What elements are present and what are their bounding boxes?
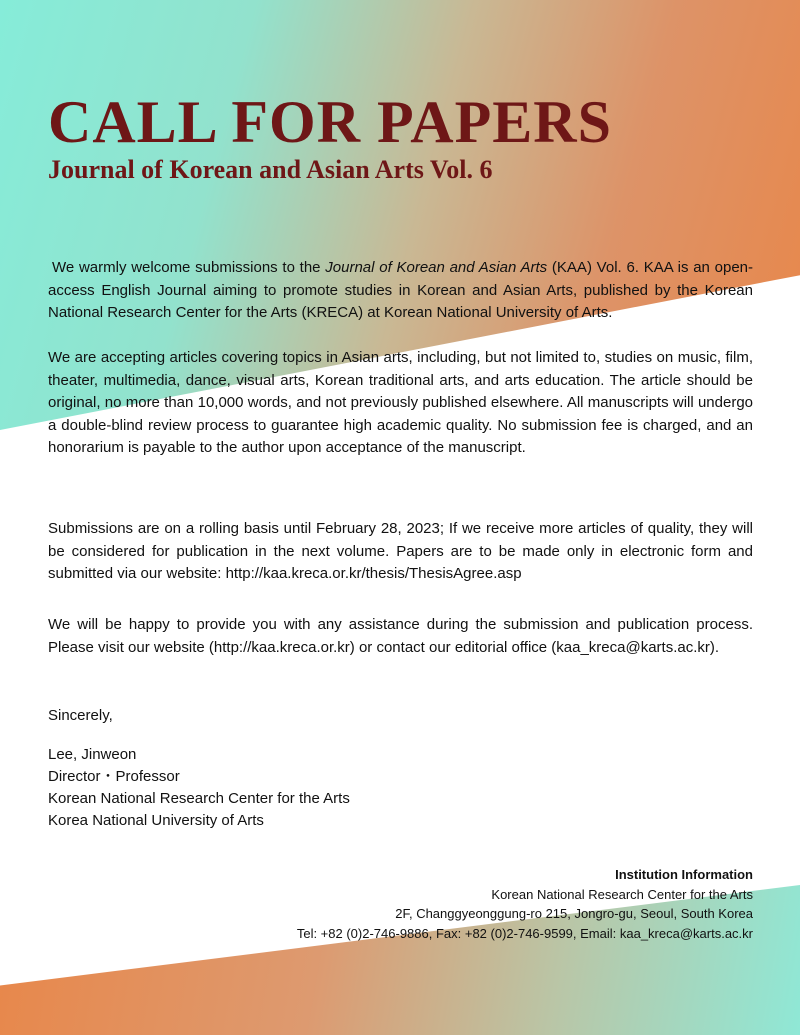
journal-name: Journal of Korean and Asian Arts (325, 259, 548, 276)
signer-university: Korea National University of Arts (48, 812, 264, 829)
contact-paragraph: We will be happy to provide you with any assistance during the submission and publication process. Please visit our website (http://kaa.kreca.or.kr) or contact our editorial office (kaa_kreca@karts.ac.kr). (48, 616, 753, 656)
signature-block (48, 744, 350, 832)
page-subtitle: Journal of Korean and Asian Arts Vol. 6 (48, 155, 493, 184)
signoff: Sincerely, (48, 707, 113, 724)
submission-paragraph: Submissions are on a rolling basis until February 28, 2023; If we receive more articles of quality, they will be considered for publication in the next volume. Papers are to be made only in electronic form and submitted via our website: http://kaa.kreca.or.kr/thesis/ThesisAgree.asp (48, 520, 753, 582)
intro-text-end: (KAA) Vol. 6. KAA is an open-access English Journal aiming to promote studies in Korean and Asian Arts, published by the Korean National Research Center for the Arts (KRECA) at Korean National University of Arts. (48, 259, 753, 321)
page-title: CALL FOR PAPERS (48, 89, 612, 155)
institution-heading: Institution Information (615, 867, 753, 882)
institution-info (297, 865, 753, 943)
intro-paragraph (48, 257, 753, 325)
intro-text-start: We warmly welcome submissions to the (52, 259, 326, 276)
signer-name: Lee, Jinweon (48, 746, 137, 763)
signer-role: Director・Professor (48, 768, 180, 785)
institution-address: 2F, Changgyeonggung-ro 215, Jongro-gu, Seoul, South Korea (395, 906, 753, 921)
institution-contact: Tel: +82 (0)2-746-9886, Fax: +82 (0)2-746-9599, Email: kaa_kreca@karts.ac.kr (296, 925, 753, 941)
signer-organization: Korean National Research Center for the Arts (48, 790, 350, 807)
institution-name: Korean National Research Center for the Arts (491, 886, 753, 902)
scope-paragraph: We are accepting articles covering topics in Asian arts, including, but not limited to, studies on music, film, theater, multimedia, dance, visual arts, Korean traditional arts, and arts education. The article should be original, no more than 10,000 words, and not previously published elsewhere. All manuscripts will undergo a double-blind review process to guarantee high academic quality. No submission fee is charged, and an honorarium is payable to the author upon acceptance of the manuscript. (48, 349, 753, 456)
